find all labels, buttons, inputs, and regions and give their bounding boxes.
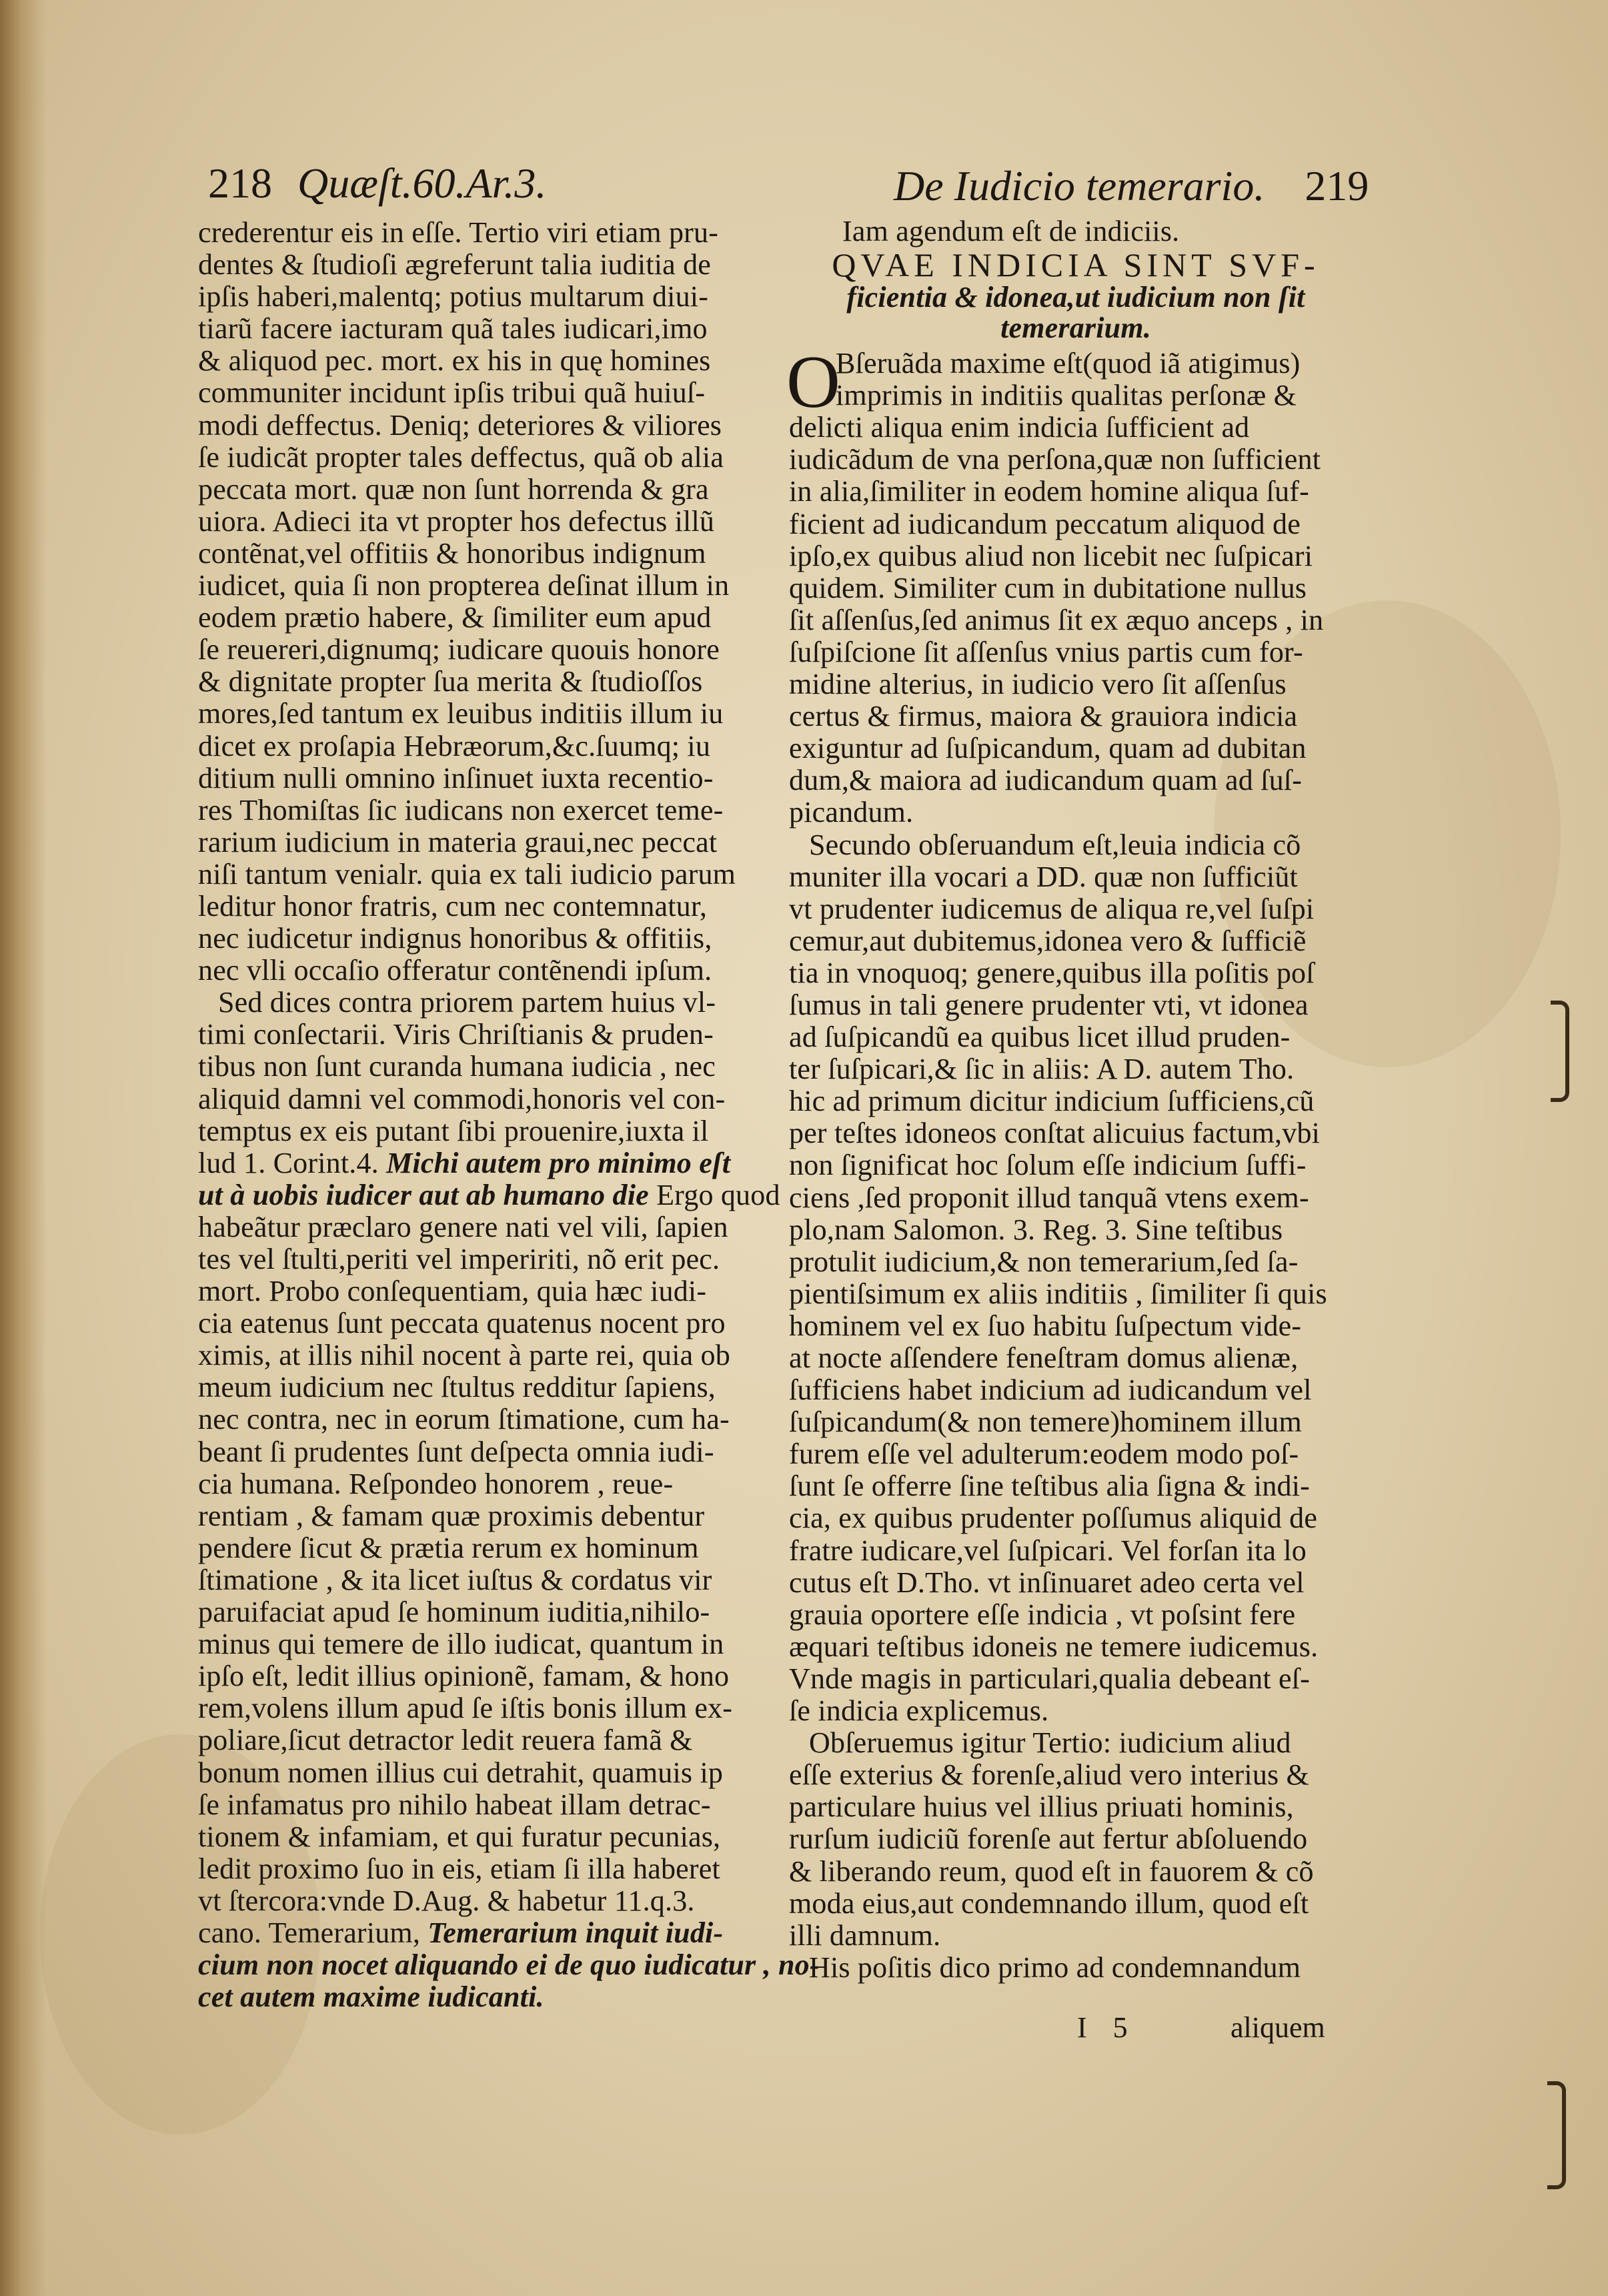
text-line: ximis, at illis nihil nocent à parte rei, quia ob xyxy=(198,1339,730,1372)
text-line: ſuſpiſcione ſit aſſenſus vnius partis cum for- xyxy=(789,635,1303,668)
text-line: furem eſſe vel adulterum:eodem modo poſ- xyxy=(789,1438,1299,1471)
text-line: rentiam , & famam quæ proximis debentur xyxy=(198,1499,705,1532)
text-line: quidem. Similiter cum in dubitatione nullus xyxy=(789,571,1307,604)
corinthians-quote: Michi autem pro minimo eſt xyxy=(386,1146,731,1179)
text-line: ſunt ſe offerre ſine teſtibus alia ſigna & indi- xyxy=(789,1470,1311,1503)
text-line: uiora. Adieci ita vt propter hos defectus illũ xyxy=(198,504,715,538)
augustine-quote-line: cet autem maxime iudicanti. xyxy=(198,1980,544,2014)
text-line: illi damnum. xyxy=(789,1918,941,1952)
section-heading: QVAE INDICIA SINT SVF- xyxy=(832,246,1320,284)
signature-mark: I 5 xyxy=(1077,2011,1137,2044)
text-line: ſe reuereri,dignumq; iudicare quouis honore xyxy=(198,633,720,666)
text-line: ciens ,ſed proponit illud tanquã vtens exem- xyxy=(789,1181,1309,1214)
margin-bracket xyxy=(1547,2081,1566,2189)
text-line: ſe iudicãt propter tales deffectus, quã ob alia xyxy=(198,440,724,474)
text-line: ad ſuſpicandũ ea quibus licet illud pruden- xyxy=(789,1021,1291,1054)
folio-right: 219 xyxy=(1305,162,1369,209)
text-line: particulare huius vel illius priuati hominis, xyxy=(789,1790,1294,1824)
text-line: meum iudicium nec ſtultus redditur ſapiens, xyxy=(198,1371,716,1404)
text-line: tes vel ſtulti,periti vel impeririti, nõ erit pec. xyxy=(198,1243,720,1275)
text-line: Obſeruemus igitur Tertio: iudicium aliud xyxy=(809,1726,1291,1760)
text-line-start: lud 1. Corint.4. xyxy=(198,1146,379,1179)
text-line: Secundo obſeruandum eſt,leuia indicia cõ xyxy=(809,828,1301,861)
text-line: rem,volens illum apud ſe iſtis bonis illum ex- xyxy=(198,1692,733,1725)
text-line: dicet ex proſapia Hebræorum,&c.ſuumq; iu xyxy=(198,729,711,762)
text-line: hic ad primum dicitur indicium ſufficiens,cũ xyxy=(789,1085,1315,1118)
text-line: muniter illa vocari a DD. quæ non ſufficiũt xyxy=(789,860,1298,893)
text-line: rarium iudicium in materia graui,nec peccat xyxy=(198,825,718,858)
text-line: iudicet, quia ſi non propterea deſinat illum in xyxy=(198,569,730,602)
text-line: ditium nulli omnino inſinuet iuxta recentio- xyxy=(198,761,714,794)
left-column xyxy=(198,216,820,2014)
margin-bracket xyxy=(1551,1001,1569,1102)
text-line: cemur,aut dubitemus,idonea vero & ſufficiẽ xyxy=(789,924,1307,957)
text-line: ſuſpicandum(& non temere)hominem illum xyxy=(789,1405,1302,1439)
intro-line: Iam agendum eſt de indiciis. xyxy=(842,215,1180,247)
text-line: vt prudenter iudicemus de aliqua re,vel ſuſpi xyxy=(789,892,1315,925)
augustine-quote-line: cium non nocet aliquando ei de quo iudicatur , no- xyxy=(198,1948,820,1982)
text-line: vt ſtercora:vnde D.Aug. & habetur 11.q.3. xyxy=(198,1884,695,1917)
text-line: in alia,ſimiliter in eodem homine aliqua ſuf- xyxy=(789,475,1310,508)
text-line: minus qui temere de illo iudicat, quantum in xyxy=(198,1628,724,1661)
text-line: at nocte aſſendere feneſtram domus alienæ, xyxy=(789,1341,1299,1374)
text-line: tia in vnoquoq; genere,quibus illa poſitis poſ xyxy=(789,956,1315,989)
running-head-right xyxy=(894,161,1369,211)
text-line: ficient ad iudicandum peccatum aliquod de xyxy=(789,507,1301,540)
text-line: iudicãdum de vna perſona,quæ non ſufficient xyxy=(789,443,1321,476)
text-line: tionem & infamiam, et qui furatur pecunias, xyxy=(198,1820,721,1853)
text-line: niſi tantum venialr. quia ex tali iudicio parum xyxy=(198,857,736,891)
text-line: exiguntur ad ſuſpicandum, quam ad dubitan xyxy=(789,732,1307,765)
text-line: protulit iudicium,& non temerarium,ſed ſa- xyxy=(789,1245,1299,1278)
running-title-left: Quæſt.60.Ar.3. xyxy=(297,159,547,207)
text-line: cia, ex quibus prudenter poſſumus aliquid de xyxy=(789,1502,1318,1535)
text-line-start: cano. Temerarium, xyxy=(198,1916,421,1949)
text-line: moda eius,aut condemnando illum, quod eſt xyxy=(789,1886,1309,1920)
text-line: paruifaciat apud ſe hominum iuditia,nihilo- xyxy=(198,1596,710,1629)
text-line: & aliquod pec. mort. ex his in quę homines xyxy=(198,344,711,378)
text-line: Vnde magis in particulari,qualia debeant eſ- xyxy=(789,1662,1310,1695)
text-line: nec iudicetur indignus honoribus & offitiis, xyxy=(198,922,712,955)
text-line: & dignitate propter ſua merita & ſtudioſſos xyxy=(198,665,703,698)
text-line: dum,& maiora ad iudicandum quam ad ſuſ- xyxy=(789,764,1303,797)
text-line: per teſtes idoneos conſtat alicuius factum,vbi xyxy=(789,1117,1321,1150)
text-line: ipſo eſt, ledit illius opinionẽ, famam, & hono xyxy=(198,1660,730,1693)
folio-left: 218 xyxy=(208,159,272,207)
catchword: aliquem xyxy=(1231,2011,1325,2044)
text-line: ſufficiens habet indicium ad iudicandum vel xyxy=(789,1373,1312,1407)
text-line: temptus ex eis putant ſibi prouenire,iuxta il xyxy=(198,1114,709,1147)
section-subheading: ficientia & idonea,ut iudicium non ſit xyxy=(846,281,1305,314)
gutter-shadow xyxy=(0,0,47,2296)
text-line: tiarũ facere iacturam quã tales iudicari,imo xyxy=(198,312,708,346)
text-line: nec contra, nec in eorum ſtimatione, cum ha- xyxy=(198,1403,730,1436)
text-line: contẽnat,vel offitiis & honoribus indignum xyxy=(198,536,706,570)
text-line: ipſis haberi,malentq; potius multarum diui- xyxy=(198,280,709,314)
text-line: plo,nam Salomon. 3. Reg. 3. Sine teſtibus xyxy=(789,1213,1283,1246)
text-line: dentes & ſtudioſi ægreferunt talia iuditia de xyxy=(198,248,712,281)
text-line: ſumus in tali genere prudenter vti, vt idonea xyxy=(789,988,1309,1021)
text-line: ter ſuſpicari,& ſic in aliis: A D. autem Tho. xyxy=(789,1053,1295,1086)
text-line: tibus non ſunt curanda humana iudicia , nec xyxy=(198,1050,716,1083)
text-line: & liberando reum, quod eſt in fauorem & cõ xyxy=(789,1854,1314,1888)
text-line: hominem vel ex ſuo habitu ſuſpectum vide- xyxy=(789,1309,1302,1342)
text-line: pientiſsimum ex aliis inditiis , ſimiliter ſi quis xyxy=(789,1277,1327,1310)
text-line: picandum. xyxy=(789,796,914,829)
text-line: cia eatenus ſunt peccata quatenus nocent pro xyxy=(198,1307,726,1340)
text-line: bonum nomen illius cui detrahit, quamuis ip xyxy=(198,1756,724,1789)
right-column xyxy=(786,215,1363,1984)
text-line: peccata mort. quæ non ſunt horrenda & gra xyxy=(198,472,709,506)
text-line: ledit proximo ſuo in eis, etiam ſi illa haberet xyxy=(198,1852,720,1885)
text-line: ſe indicia explicemus. xyxy=(789,1694,1049,1728)
text-line: Sed dices contra priorem partem huius vl- xyxy=(218,986,716,1019)
text-line: habeãtur præclaro genere nati vel vili, ſapien xyxy=(198,1210,728,1243)
text-line: res Thomiſtas ſic iudicans non exercet teme- xyxy=(198,793,724,826)
text-line: ſit aſſenſus,ſed animus ſit ex æquo anceps , in xyxy=(789,603,1324,636)
text-line xyxy=(198,1178,780,1211)
text-line: poliare,ſicut detractor ledit reuera famã & xyxy=(198,1724,693,1757)
text-line xyxy=(198,1147,755,1179)
text-line xyxy=(198,1917,755,1949)
text-line: mort. Probo conſequentiam, quia hæc iudi- xyxy=(198,1275,707,1308)
text-line: crederentur eis in eſſe. Tertio viri etiam pru- xyxy=(198,216,719,249)
text-line: beant ſi prudentes ſunt deſpecta omnia iudi- xyxy=(198,1435,714,1468)
drop-cap: O xyxy=(786,341,841,424)
text-line: midine alterius, in iudicio vero ſit aſſenſus xyxy=(789,668,1287,701)
text-line: ſe infamatus pro nihilo habeat illam detrac- xyxy=(198,1788,711,1821)
text-line: ipſo,ex quibus aliud non licebit nec ſuſpicari xyxy=(789,539,1313,572)
text-line: nec vlli occaſio offeratur contẽnendi ipſum. xyxy=(198,954,712,987)
text-line: imprimis in inditiis qualitas perſonæ & xyxy=(836,379,1297,412)
augustine-quote: Temerarium inquit iudi- xyxy=(428,1916,724,1949)
text-line: timi conſectarii. Viris Chriſtianis & pruden- xyxy=(198,1018,714,1051)
section-subheading: temerarium. xyxy=(1000,312,1151,345)
text-line: cia humana. Reſpondeo honorem , reue- xyxy=(198,1467,674,1500)
text-line: cutus eſt D.Tho. vt inſinuaret adeo certa vel xyxy=(789,1566,1305,1599)
text-line: aliquid damni vel commodi,honoris vel con- xyxy=(198,1082,726,1115)
text-line-content: Bſeruãda maxime eſt(quod iã atigimus) xyxy=(836,347,1301,380)
text-line: mores,ſed tantum ex leuibus inditiis illum iu xyxy=(198,697,724,730)
running-head-left xyxy=(208,159,546,208)
text-line-end: Ergo quod xyxy=(656,1178,780,1211)
text-line: rurſum iudiciũ forenſe aut fertur abſoluendo xyxy=(789,1822,1308,1856)
text-line: non ſignificat hoc ſolum eſſe indicium ſuffi- xyxy=(789,1149,1307,1182)
text-line: pendere ſicut & prætia rerum ex hominum xyxy=(198,1531,699,1564)
text-line: eſſe exterius & forenſe,aliud vero interius & xyxy=(789,1758,1309,1792)
text-line: leditur honor fratris, cum nec contemnatur, xyxy=(198,889,708,923)
text-line: grauia oportere eſſe indicia , vt poſsint fere xyxy=(789,1598,1296,1631)
text-line: certus & firmus, maiora & grauiora indicia xyxy=(789,700,1298,733)
text-line: modi deffectus. Deniq; deteriores & viliores xyxy=(198,408,722,442)
text-line: His poſitis dico primo ad condemnandum xyxy=(809,1950,1301,1984)
running-title-right: De Iudicio temerario. xyxy=(894,162,1265,209)
text-line: communiter incidunt ipſis tribui quã huiuſ- xyxy=(198,376,706,410)
text-line: ſtimatione , & ita licet iuſtus & cordatus vir xyxy=(198,1563,712,1596)
text-line: eodem prætio habere, & ſimiliter eum apud xyxy=(198,601,712,634)
corinthians-quote-cont: ut à uobis iudicer aut ab humano die xyxy=(198,1178,649,1211)
text-line: æquari teſtibus idoneis ne temere iudicemus. xyxy=(789,1630,1319,1663)
text-line: delicti aliqua enim indicia ſufficient ad xyxy=(789,411,1250,444)
text-line: fratre iudicare,vel ſuſpicari. Vel forſan ita lo xyxy=(789,1534,1307,1567)
